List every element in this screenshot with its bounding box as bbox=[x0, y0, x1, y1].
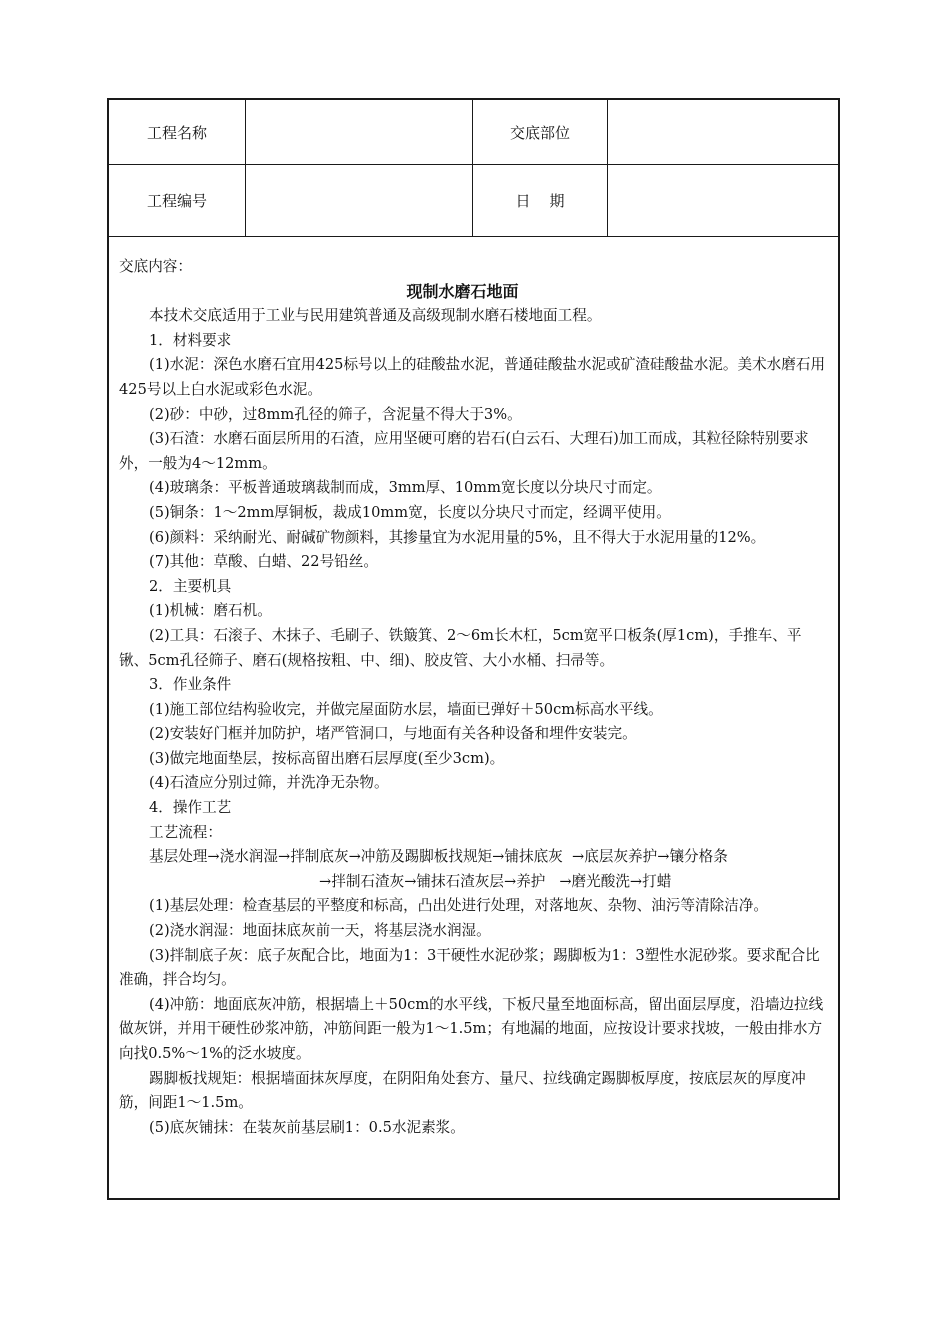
header-divider bbox=[109, 236, 838, 237]
content-paragraph: (1)基层处理：检查基层的平整度和标高，凸出处进行处理，对落地灰、杂物、油污等清除洁净。 bbox=[149, 897, 769, 915]
content-paragraph: (3)做完地面垫层，按标高留出磨石层厚度(至少3cm)。 bbox=[149, 749, 505, 767]
disclosure-form bbox=[107, 98, 840, 1200]
project-name-value bbox=[246, 100, 472, 164]
content-paragraph: (2)工具：石滚子、木抹子、毛刷子、铁簸箕、2～6m长木杠，5cm宽平口板条(厚1cm)，手推车、平锹、5cm孔径筛子、磨石(规格按粗、中、细)、胶皮管、大小水桶、扫帚等。 bbox=[119, 626, 802, 669]
content-paragraph: (2)浇水润湿：地面抹底灰前一天，将基层浇水润湿。 bbox=[149, 922, 491, 940]
content-paragraph: (1)机械：磨石机。 bbox=[149, 602, 272, 620]
content-paragraph: (4)石渣应分别过筛，并洗净无杂物。 bbox=[149, 774, 389, 792]
disclosure-content bbox=[119, 255, 828, 1140]
content-paragraph: (5)底灰铺抹：在装灰前基层刷1：0.5水泥素浆。 bbox=[149, 1118, 465, 1136]
content-paragraph: (4)玻璃条：平板普通玻璃裁制而成，3mm厚、10mm宽长度以分块尺寸而定。 bbox=[149, 479, 662, 497]
date-value bbox=[608, 165, 838, 236]
content-paragraph: (5)铜条：1～2mm厚铜板，裁成10mm宽，长度以分块尺寸而定，经调平使用。 bbox=[149, 503, 671, 521]
content-paragraph: 1．材料要求 bbox=[149, 331, 232, 349]
document-title: 现制水磨石地面 bbox=[406, 281, 519, 301]
content-paragraph: (6)颜料：采纳耐光、耐碱矿物颜料，其掺量宜为水泥用量的5%，且不得大于水泥用量的12%。 bbox=[149, 528, 766, 546]
project-number-label: 工程编号 bbox=[146, 192, 207, 210]
content-paragraph: 2．主要机具 bbox=[149, 577, 232, 595]
content-paragraph: 3．作业条件 bbox=[149, 676, 232, 694]
content-paragraph: (4)冲筋：地面底灰冲筋，根据墙上＋50cm的水平线，下板尺量至地面标高，留出面层厚度，沿墙边拉线做灰饼，并用干硬性砂浆冲筋，冲筋间距一般为1～1.5m；有地漏的地面，应按设计要求找坡，一般由排水方向找0.5%～1%的泛水坡度。 bbox=[119, 995, 824, 1062]
content-lines bbox=[119, 304, 828, 1140]
content-paragraph: (3)拌制底子灰：底子灰配合比，地面为1：3干硬性水泥砂浆；踢脚板为1：3塑性水泥砂浆。要求配合比准确，拌合均匀。 bbox=[119, 946, 820, 989]
content-paragraph: →拌制石渣灰→铺抹石渣灰层→养护 →磨光酸洗→打蜡 bbox=[319, 872, 672, 890]
content-paragraph: 工艺流程： bbox=[149, 823, 222, 841]
content-paragraph: 4．操作工艺 bbox=[149, 799, 232, 817]
content-paragraph: (1)水泥：深色水磨石宜用425标号以上的硅酸盐水泥，普通硅酸盐水泥或矿渣硅酸盐水泥。美术水磨石用425号以上白水泥或彩色水泥。 bbox=[119, 356, 826, 398]
content-paragraph: 本技术交底适用于工业与民用建筑普通及高级现制水磨石楼地面工程。 bbox=[149, 307, 602, 325]
content-paragraph: 基层处理→浇水润湿→拌制底灰→冲筋及踢脚板找规矩→铺抹底灰 →底层灰养护→镶分格条 bbox=[149, 848, 728, 866]
content-paragraph: (1)施工部位结构验收完，并做完屋面防水层，墙面已弹好＋50cm标高水平线。 bbox=[149, 700, 663, 718]
project-name-label: 工程名称 bbox=[146, 123, 207, 142]
content-paragraph: (2)安装好门框并加防护，堵严管洞口，与地面有关各种设备和埋件安装完。 bbox=[149, 725, 637, 743]
section-label: 交底内容： bbox=[119, 258, 192, 275]
content-paragraph: (7)其他：草酸、白蜡、22号铅丝。 bbox=[149, 553, 378, 571]
content-paragraph: (3)石渣：水磨石面层所用的石渣，应用坚硬可磨的岩石(白云石、大理石)加工而成，其粒径除特别要求外，一般为4～12mm。 bbox=[119, 430, 809, 472]
location-label: 交底部位 bbox=[509, 123, 570, 142]
content-paragraph: (2)砂：中砂，过8mm孔径的筛子，含泥量不得大于3%。 bbox=[149, 405, 522, 423]
location-value bbox=[608, 100, 838, 164]
date-label: 日 期 bbox=[515, 192, 565, 210]
content-paragraph: 踢脚板找规矩：根据墙面抹灰厚度，在阴阳角处套方、量尺、拉线确定踢脚板厚度，按底层灰的厚度冲筋，间距1～1.5m。 bbox=[119, 1069, 806, 1112]
project-number-value bbox=[246, 165, 472, 236]
